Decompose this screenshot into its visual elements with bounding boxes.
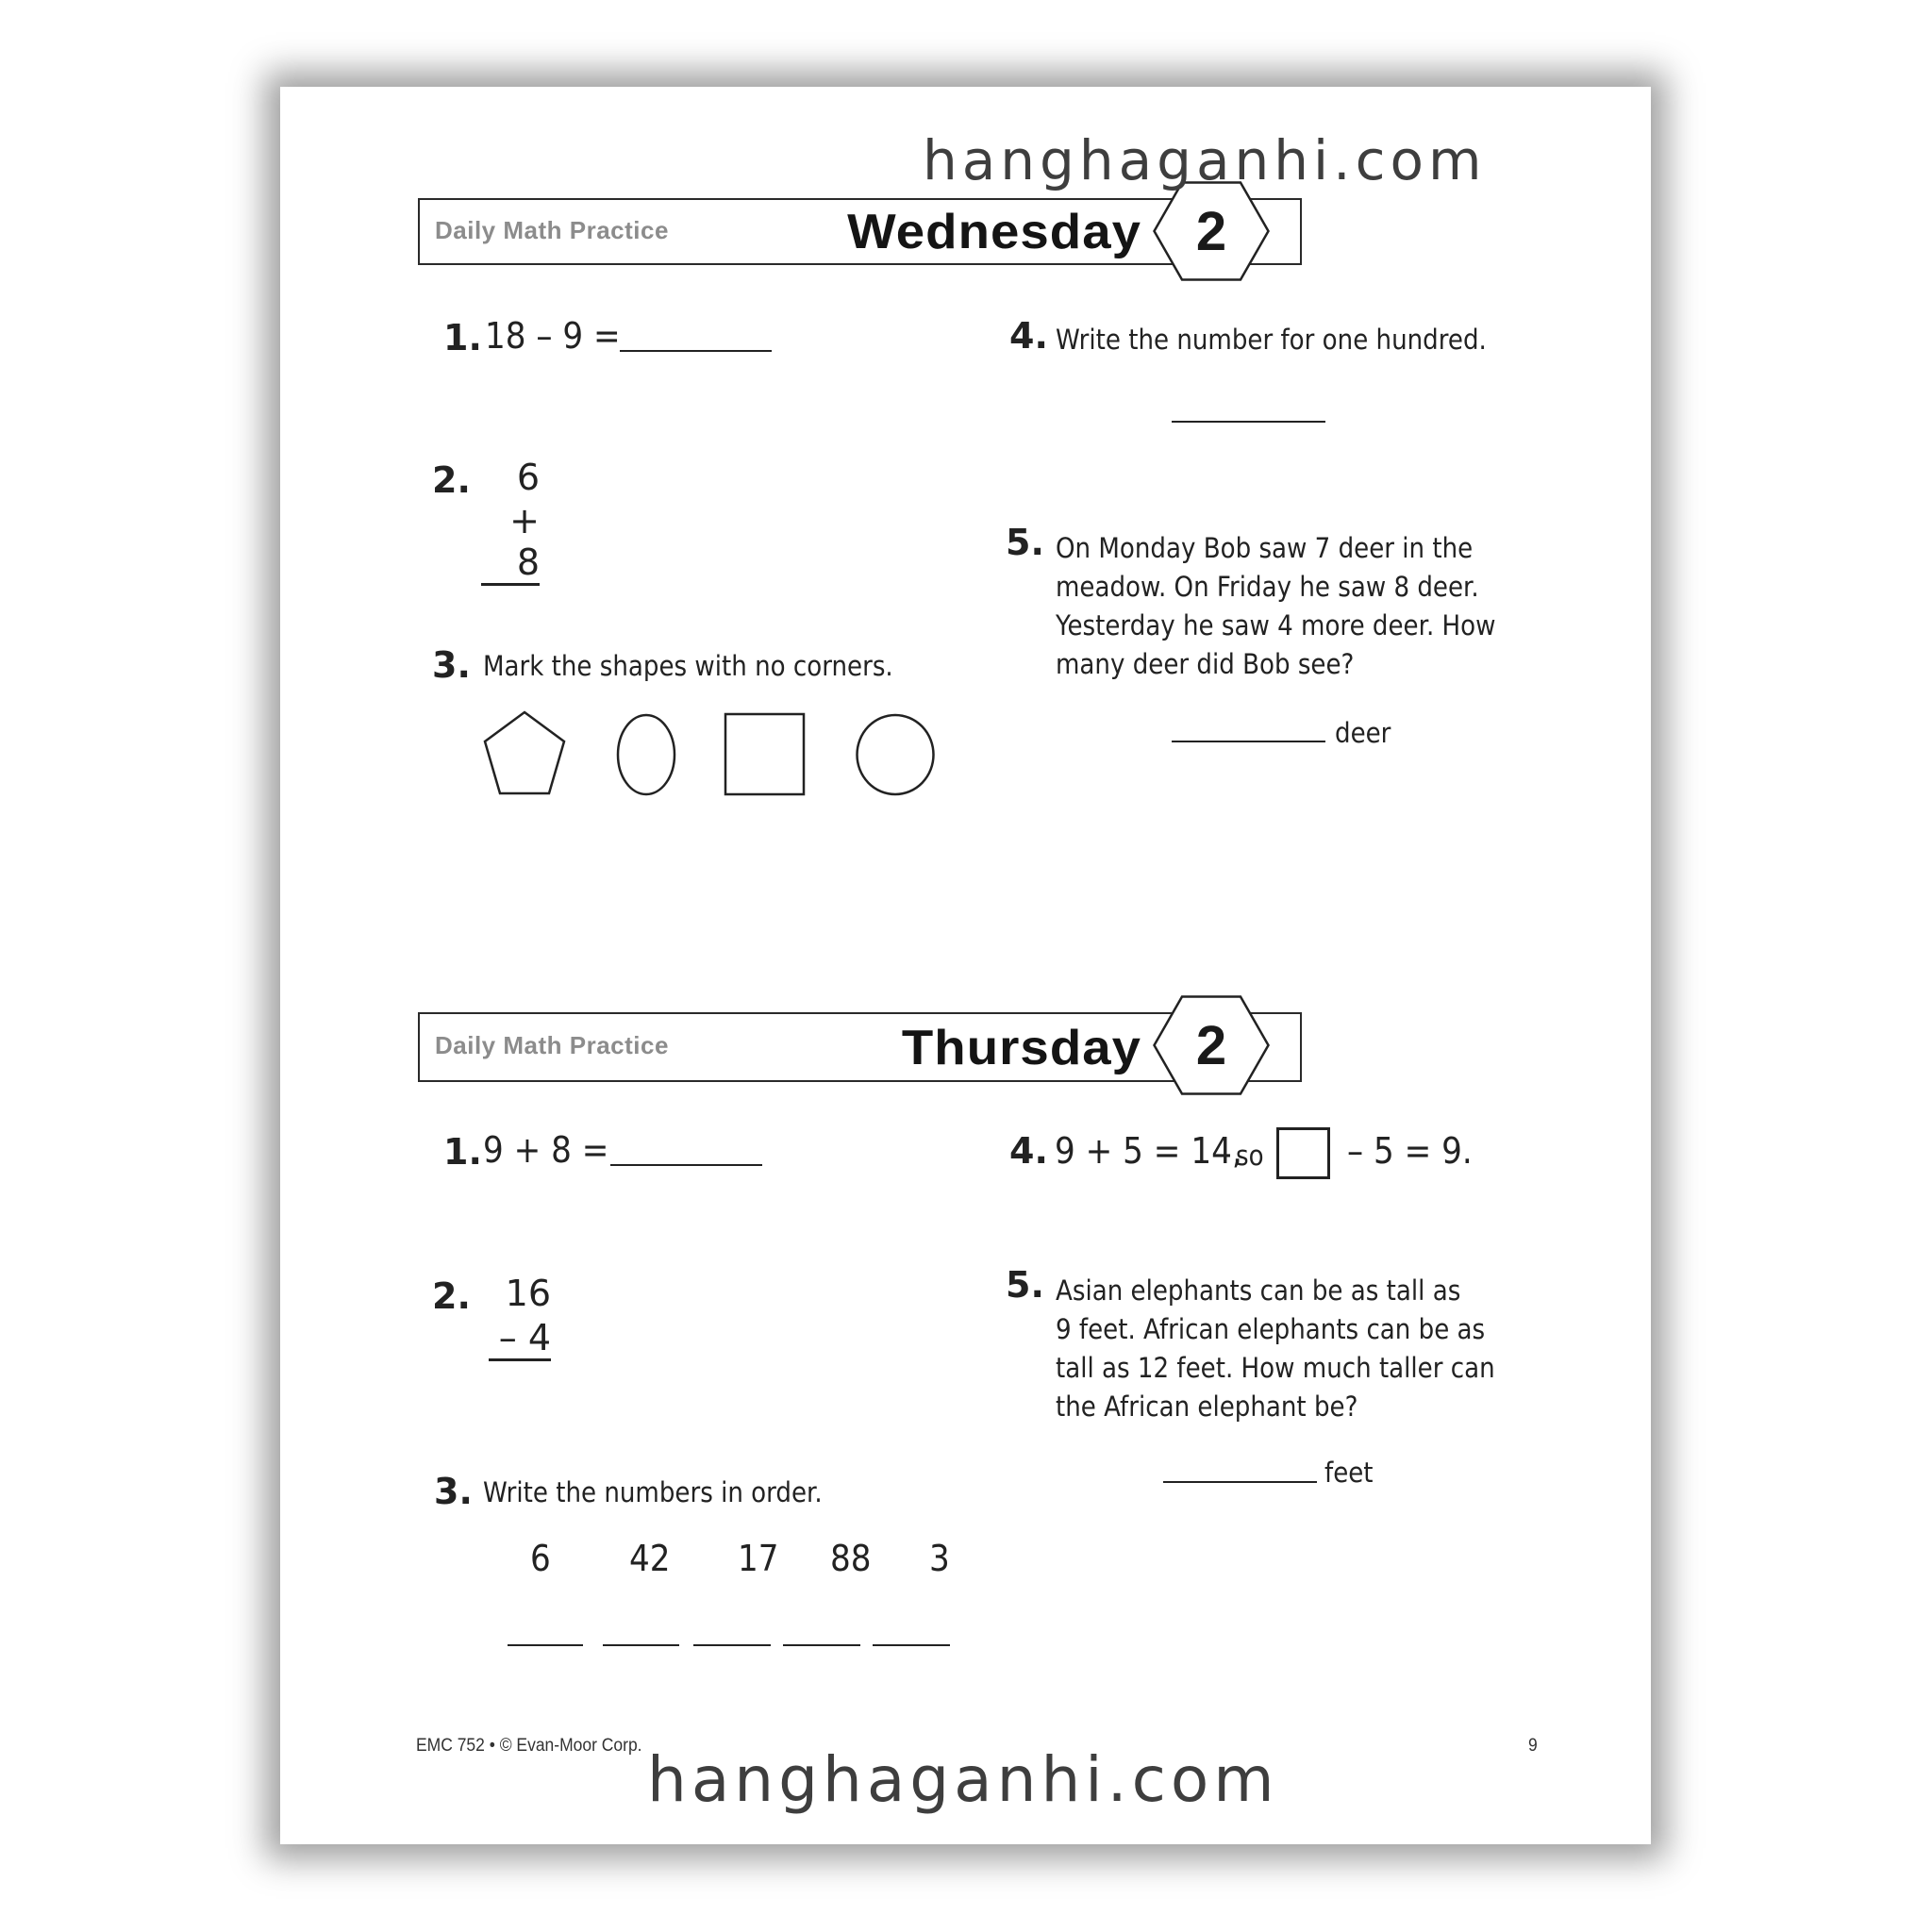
week-number: 2 bbox=[1195, 200, 1227, 262]
problem-line: On Monday Bob saw 7 deer in the bbox=[1056, 532, 1474, 564]
question-5-word-problem bbox=[1056, 529, 1495, 684]
header-subtitle: Daily Math Practice bbox=[435, 1031, 669, 1059]
order-blank-1[interactable] bbox=[508, 1644, 583, 1646]
answer-blank-q5[interactable] bbox=[1163, 1481, 1317, 1483]
number-to-order: 17 bbox=[738, 1538, 779, 1579]
watermark-top: hanghaganhi.com bbox=[923, 128, 1487, 192]
order-blank-2[interactable] bbox=[603, 1644, 679, 1646]
problem-line: meadow. On Friday he saw 8 deer. bbox=[1056, 571, 1479, 603]
question-number: 5. bbox=[1006, 1264, 1044, 1306]
problem-line: many deer did Bob see? bbox=[1056, 648, 1355, 680]
page-number: 9 bbox=[1528, 1736, 1538, 1756]
question-number: 2. bbox=[432, 1275, 471, 1317]
header-subtitle: Daily Math Practice bbox=[435, 216, 669, 244]
answer-unit: feet bbox=[1324, 1457, 1374, 1489]
number-to-order: 88 bbox=[830, 1538, 872, 1579]
question-number: 4. bbox=[1009, 315, 1048, 357]
question-1-expression: 9 + 8 = bbox=[483, 1129, 609, 1171]
minuend: 16 bbox=[505, 1273, 551, 1314]
question-number: 3. bbox=[432, 644, 471, 686]
question-5-word-problem bbox=[1056, 1272, 1495, 1426]
problem-line: 9 feet. African elephants can be as bbox=[1056, 1313, 1486, 1345]
order-blank-5[interactable] bbox=[873, 1644, 950, 1646]
problem-line: the African elephant be? bbox=[1056, 1391, 1358, 1423]
answer-unit: deer bbox=[1335, 717, 1391, 749]
question-4-equation: – 5 = 9. bbox=[1347, 1130, 1473, 1172]
circle-shape[interactable] bbox=[855, 712, 936, 797]
number-to-order: 42 bbox=[629, 1538, 671, 1579]
answer-blank-q1[interactable] bbox=[620, 350, 772, 352]
question-number: 1. bbox=[443, 1131, 482, 1173]
answer-blank-q4[interactable] bbox=[1172, 421, 1325, 423]
question-number: 1. bbox=[443, 317, 482, 358]
pentagon-shape[interactable] bbox=[482, 710, 567, 797]
square-shape[interactable] bbox=[724, 712, 807, 797]
oval-shape[interactable] bbox=[615, 712, 677, 797]
number-to-order: 3 bbox=[929, 1538, 950, 1579]
question-4-given: 9 + 5 = 14, bbox=[1055, 1130, 1242, 1172]
question-number: 4. bbox=[1009, 1130, 1048, 1172]
answer-blank-q1[interactable] bbox=[610, 1164, 762, 1166]
week-number-hexagon bbox=[1153, 181, 1270, 281]
question-4-so: so bbox=[1236, 1140, 1264, 1172]
problem-line: Asian elephants can be as tall as bbox=[1056, 1274, 1461, 1307]
question-3-prompt: Write the numbers in order. bbox=[483, 1476, 823, 1508]
week-number-hexagon bbox=[1153, 995, 1270, 1095]
question-3-prompt: Mark the shapes with no corners. bbox=[483, 650, 893, 682]
footer-credit: EMC 752 • © Evan-Moor Corp. bbox=[416, 1736, 642, 1756]
header-day-title: Thursday bbox=[901, 1021, 1141, 1075]
problem-line: tall as 12 feet. How much taller can bbox=[1056, 1352, 1495, 1384]
problem-line: Yesterday he saw 4 more deer. How bbox=[1056, 609, 1496, 641]
question-number: 5. bbox=[1006, 522, 1044, 563]
order-blank-3[interactable] bbox=[693, 1644, 771, 1646]
watermark-bottom: hanghaganhi.com bbox=[647, 1743, 1279, 1816]
week-number: 2 bbox=[1195, 1014, 1227, 1076]
missing-number-box[interactable] bbox=[1276, 1127, 1330, 1179]
number-to-order: 6 bbox=[530, 1538, 551, 1579]
question-1-expression: 18 – 9 = bbox=[485, 315, 621, 357]
answer-blank-q5[interactable] bbox=[1172, 741, 1325, 742]
addend-bottom: + 8 bbox=[481, 500, 540, 586]
order-blank-4[interactable] bbox=[783, 1644, 860, 1646]
question-number: 3. bbox=[434, 1471, 473, 1512]
question-number: 2. bbox=[432, 459, 471, 501]
addend-top: 6 bbox=[516, 457, 540, 498]
question-4-prompt: Write the number for one hundred. bbox=[1056, 324, 1487, 356]
subtrahend: – 4 bbox=[489, 1317, 551, 1361]
header-day-title: Wednesday bbox=[847, 205, 1141, 259]
